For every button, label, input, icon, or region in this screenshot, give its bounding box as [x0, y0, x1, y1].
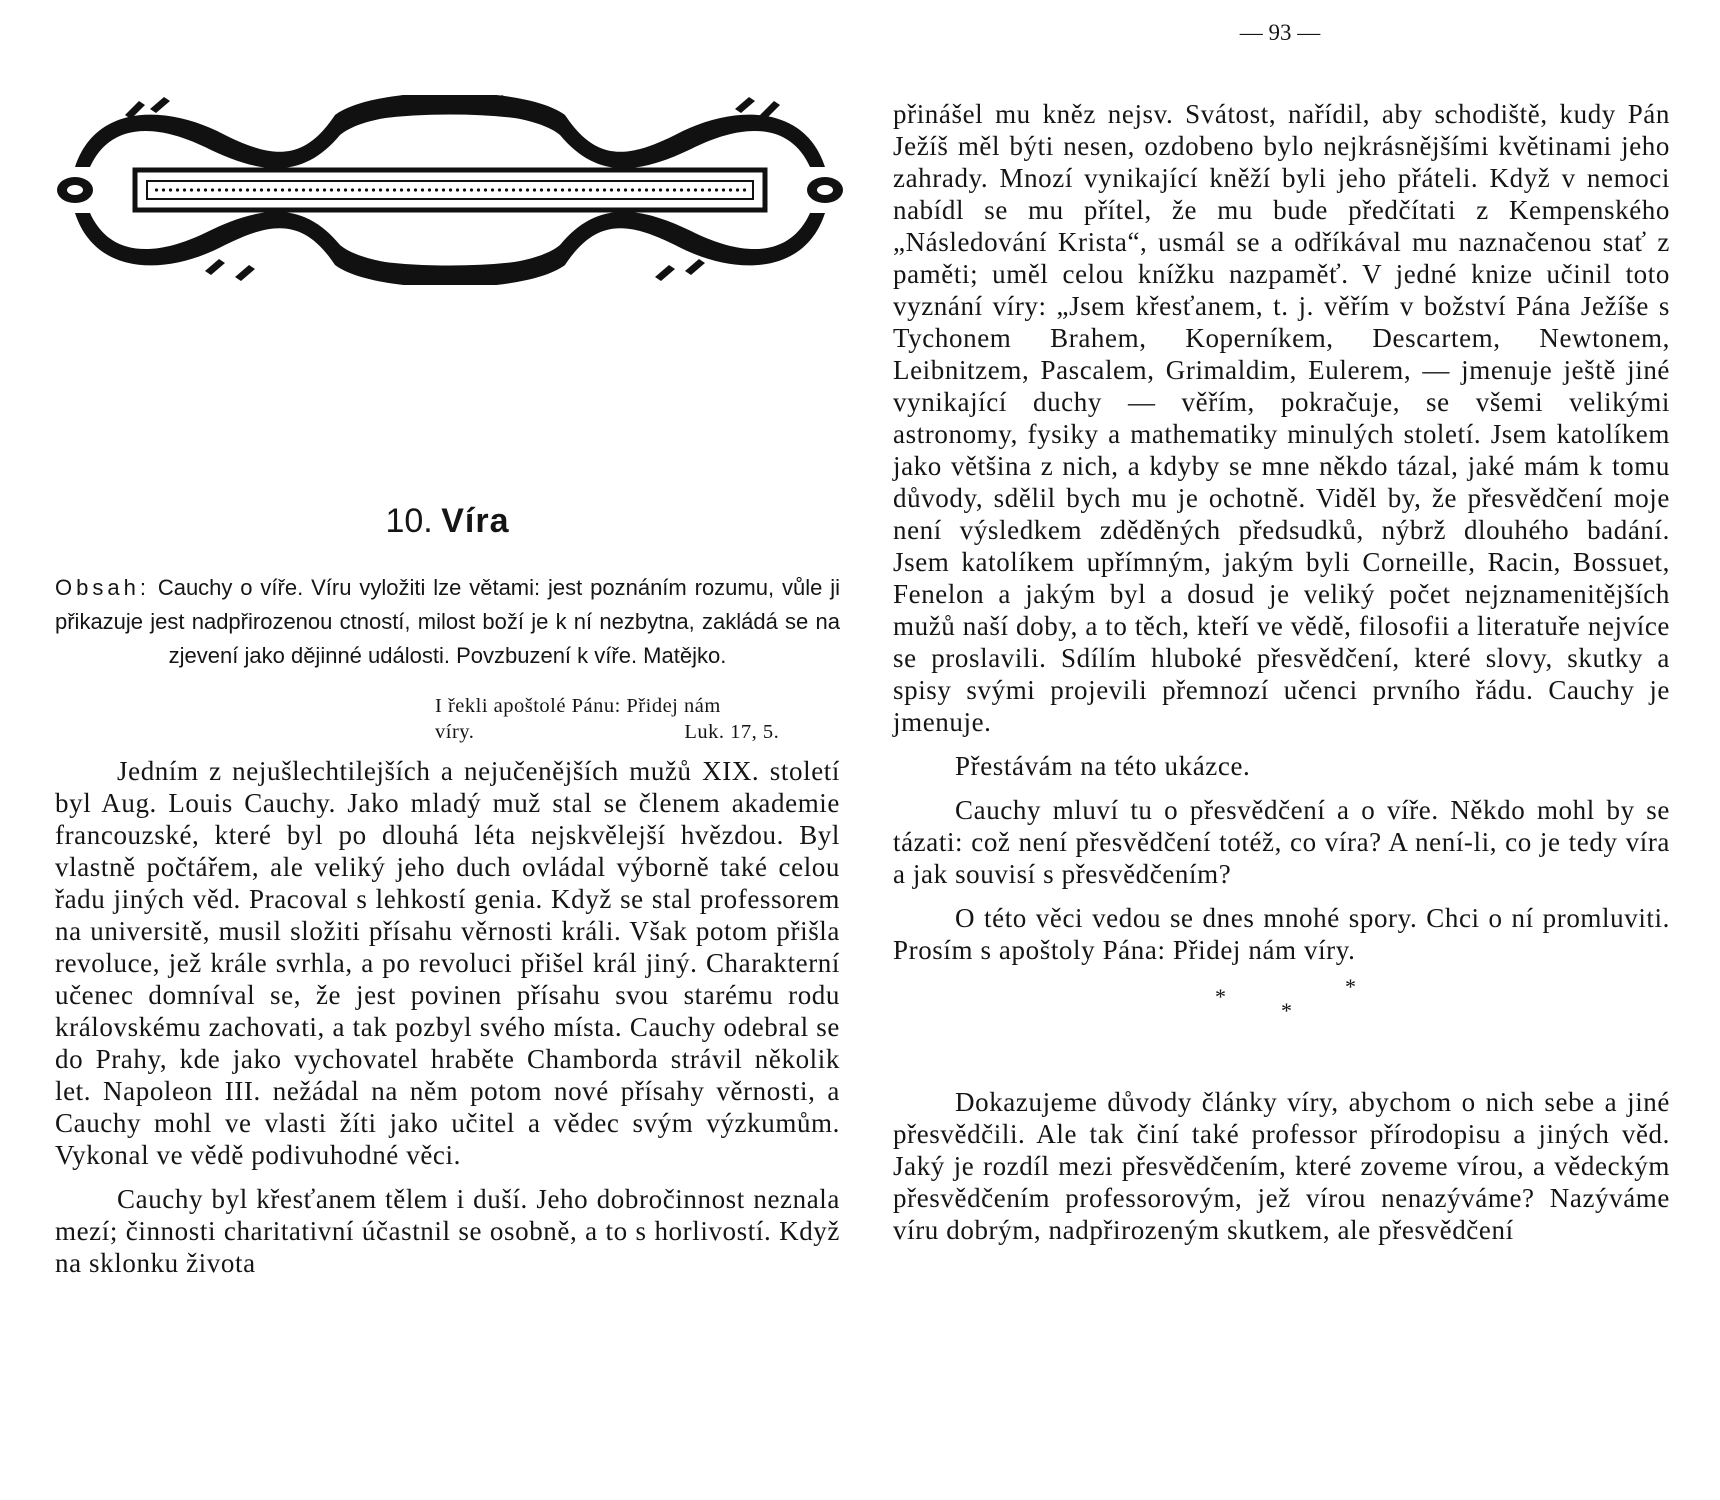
asterisk-icon: * [1215, 984, 1226, 1009]
paragraph: Dokazujeme důvody články víry, abychom o nich sebe a jiné přesvědčili. Ale tak činí také professor přírodopisu a jiných věd. Jaký je rozdíl mezi přesvědčením, které zoveme vírou, a vědeckým přesvědčením professorovým, jež vírou nenazýváme? Nazýváme víru dobrým, nadpřirozeným skutkem, ale přesvědčení [893, 1087, 1670, 1245]
asterism-divider [893, 974, 1670, 1052]
paragraph: Cauchy mluví tu o přesvědčení a o víře. Někdo mohl by se tázati: což není přesvědčení totéž, co víra? A není-li, co je tedy víra a jak souvisí s přesvědčením? [893, 795, 1670, 889]
summary-text: Cauchy o víře. Víru vyložiti lze větami: jest poznáním rozumu, vůle ji přikazuje jest nadpřirozenou ctností, milost boží je k ní nezbytna, zakládá se na zjevení jako dějinné události. Povzbuzení k víře. Matějko. [55, 575, 840, 668]
paragraph: Jedním z nejušlechtilejších a nejučenějších mužů XIX. století byl Aug. Louis Cauchy. Jako mladý muž stal se členem akademie francouzské, které byl po dlouhá léta nejskvělejší hvězdou. Byl vlastně počtářem, ale veliký jeho duch ovládal výborně také celou řadu jiných věd. Pracoval s lehkostí genia. Když se stal professorem na universitě, musil složiti přísahu věrnosti králi. Však potom přišla revoluce, jež krále svrhla, a po revoluci přišel král jiný. Charakterní učenec domníval se, že jest povinen přísahu svou starému rodu královskému zachovati, a tak pozbyl svého místa. Cauchy odebral se do Prahy, kde jako vychovatel hraběte Chamborda strávil několik let. Napoleon III. nežádal na něm potom nové přísahy věrnosti, a Cauchy mohl ve vlasti žíti jako učitel a vědec svým výzkumům. Vykonal ve vědě podivuhodné věci. [55, 756, 840, 1170]
asterisk-icon: * [1345, 974, 1356, 999]
summary-label: Obsah: [55, 575, 150, 600]
left-column [55, 480, 840, 1279]
paragraph: Přestávám na této ukázce. [955, 751, 1251, 781]
epigraph-line: I řekli apoštolé Pánu: Přidej nám [435, 695, 721, 717]
epigraph-reference: Luk. 17, 5. [684, 721, 780, 743]
epigraph-line: víry. [435, 721, 475, 743]
chapter-summary [55, 571, 840, 673]
page-number: — 93 — [1239, 20, 1321, 45]
paragraph: Cauchy byl křesťanem tělem i duší. Jeho dobročinnost neznala mezí; činnosti charitativní účastnil se osobně, a to s horlivostí. Když na sklonku života [55, 1184, 840, 1278]
ornamental-frame-icon [55, 95, 845, 285]
chapter-number: 10. [385, 502, 433, 540]
chapter-name: Víra [441, 502, 510, 540]
paragraph: O této věci vedou se dnes mnohé spory. Chci o ní promluviti. Prosím s apoštoly Pána: Přidej nám víry. [893, 903, 1670, 965]
asterisk-icon: * [1281, 998, 1292, 1023]
right-column [893, 98, 1670, 1246]
chapter-title [55, 502, 840, 541]
paragraph: přinášel mu kněz nejsv. Svátost, nařídil, aby schodiště, kudy Pán Ježíš měl býti nesen, ozdobeno bylo nejkrásnějšími květinami jeho zahrady. Mnozí vynikající kněží byli jeho přáteli. Když v nemoci nabídl se mu přítel, že mu bude předčítati z Kempenského „Následování Krista“, usmál se a odříkával mu naznačenou stať z paměti; uměl celou knížku nazpaměť. V jedné knize učinil toto vyznání víry: „Jsem křesťanem, t. j. věřím v božství Pána Ježíše s Tychonem Brahem, Koperníkem, Descartem, Newtonem, Leibnitzem, Pascalem, Grimaldim, Eulerem, — jmenuje ještě jiné vynikající duchy — věřím, pokračuje, se všemi velikými astronomy, fysiky a mathematiky minulých století. Jsem katolíkem jako většina z nich, a kdyby se mne někdo tázal, jaké mám k tomu důvody, sdělil bych mu je ochotně. Viděl by, že přesvědčení moje není výsledkem zděděných předsudků, nýbrž dlouhého badání. Jsem katolíkem upřímným, jakým byli Corneille, Racin, Bossuet, Fenelon a jakým byl a dosud je veliký počet nejznamenitějších mužů naší doby, a to těch, kteří ve vědě, filosofii a literatuře nejvíce se proslavili. Sdílím hluboké přesvědčení, které slovy, skutky a spisy svými projevili přemnozí učenci prvního řádu. Cauchy je jmenuje. [893, 99, 1670, 737]
epigraph [435, 693, 840, 745]
